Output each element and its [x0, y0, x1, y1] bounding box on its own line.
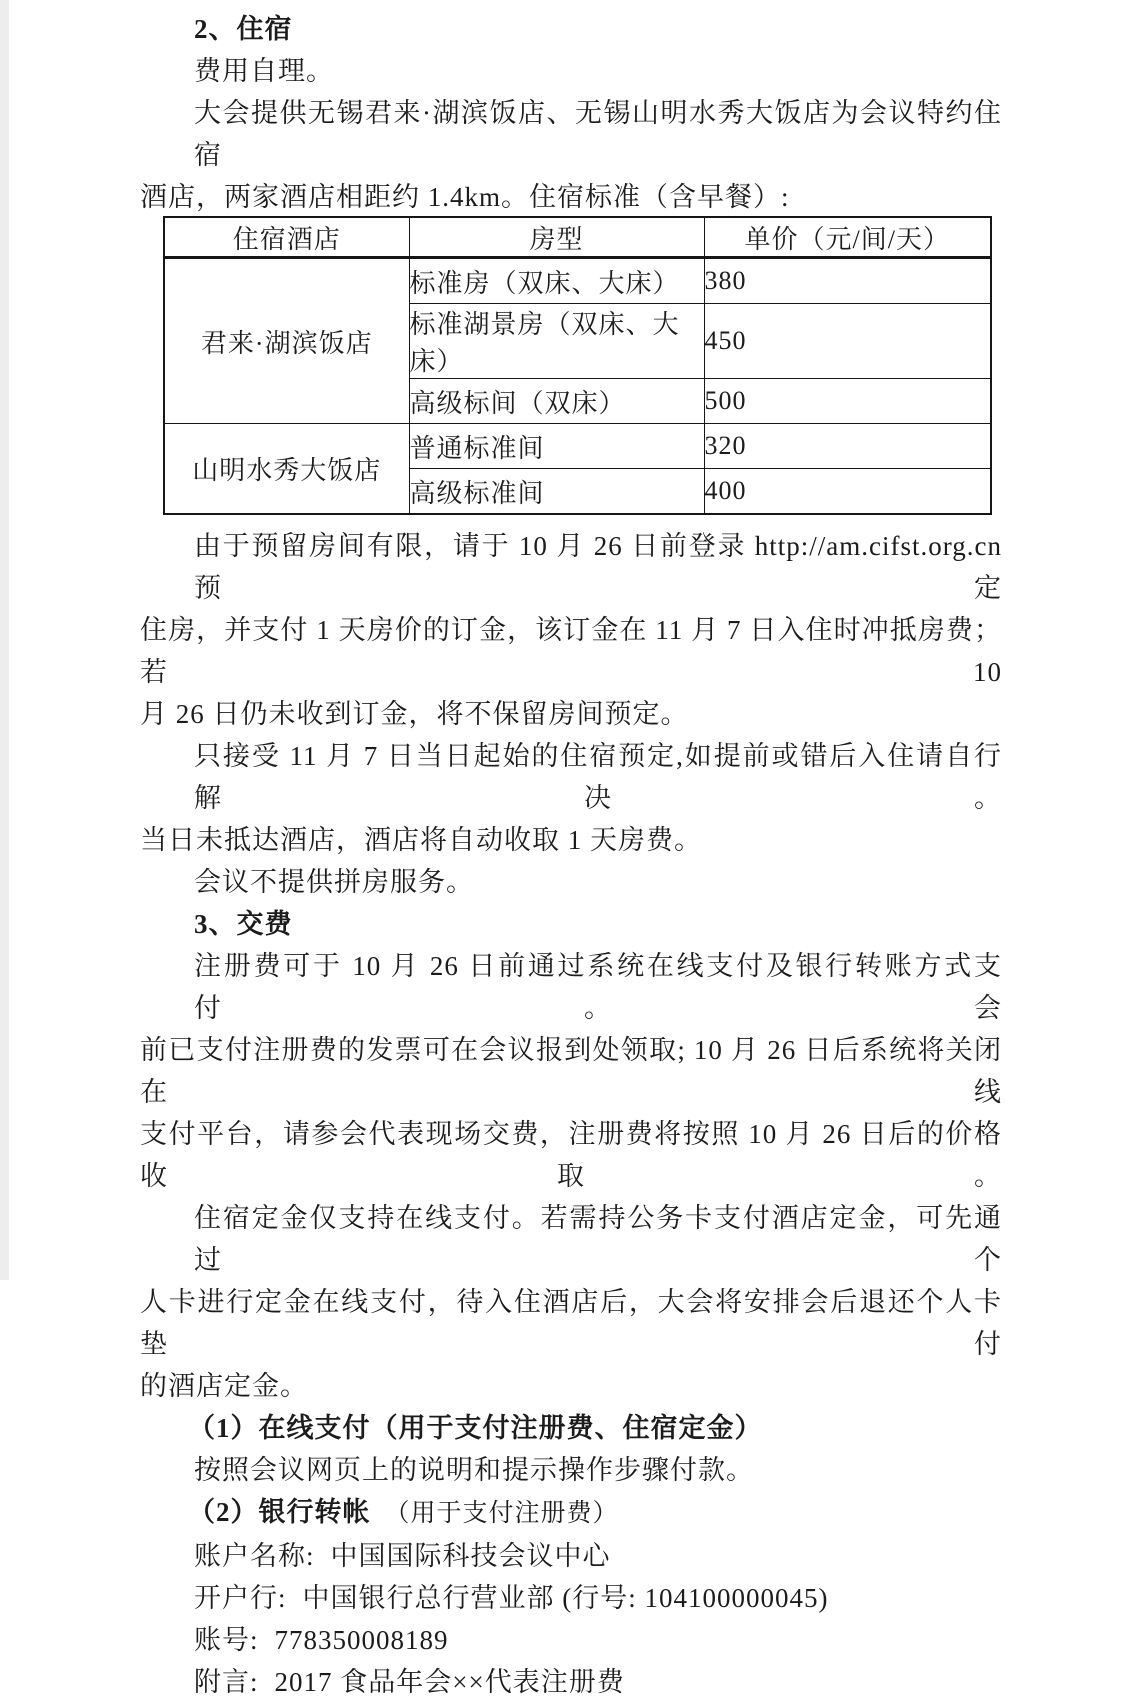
subheading-online-payment: （1）在线支付（用于支付注册费、住宿定金） — [188, 1413, 763, 1443]
account-name-value: 中国国际科技会议中心 — [330, 1541, 611, 1571]
bank-account-name-row — [140, 1535, 1002, 1577]
para-hotels-line2: 酒店，两家酒店相距约 1.4km。住宿标准（含早餐）: — [140, 182, 790, 212]
room-price-cell: 400 — [704, 469, 991, 515]
account-name-label: 账户名称: — [194, 1541, 315, 1571]
room-type-cell: 高级标间（双床） — [409, 379, 704, 424]
room-type-cell: 普通标准间 — [409, 424, 704, 469]
hotel-price-table — [163, 216, 992, 515]
bank-memo-row — [140, 1661, 1002, 1703]
para-booking-line1: 由于预留房间有限，请于 10 月 26 日前登录 http://am.cifst.org.cn 预定 — [194, 531, 1002, 603]
subheading-bank-transfer — [140, 1491, 1002, 1535]
para-booking-line3: 月 26 日仍未收到订金，将不保留房间预定。 — [140, 699, 689, 729]
bank-branch-label: 开户行: — [194, 1583, 287, 1613]
account-number-value: 778350008189 — [274, 1625, 449, 1655]
hotel-name-junlai: 君来·湖滨饭店 — [164, 258, 409, 424]
room-type-cell: 标准湖景房（双床、大床） — [409, 304, 704, 379]
room-price-cell: 320 — [704, 424, 991, 469]
col-header-room-type: 房型 — [409, 217, 704, 258]
para-registration-line2: 前已支付注册费的发票可在会议报到处领取; 10 月 26 日后系统将关闭在线 — [140, 1035, 1002, 1107]
bank-branch-value: 中国银行总行营业部 (行号: 104100000045) — [302, 1583, 829, 1613]
bank-account-number-row — [140, 1619, 1002, 1661]
para-online-payment: 按照会议网页上的说明和提示操作步骤付款。 — [194, 1455, 754, 1485]
bank-transfer-note: （用于支付注册费） — [384, 1500, 619, 1527]
table-row — [164, 424, 991, 469]
document-content — [140, 8, 1002, 1703]
room-price-cell: 380 — [704, 258, 991, 304]
room-type-cell: 高级标准间 — [409, 469, 704, 515]
table-header-row — [164, 217, 991, 258]
memo-value: 2017 食品年会××代表注册费 — [274, 1667, 625, 1697]
scan-edge-artifact — [0, 0, 9, 1280]
para-hotels-line1: 大会提供无锡君来·湖滨饭店、无锡山明水秀大饭店为会议特约住宿 — [194, 98, 1002, 170]
section-heading-payment: 3、交费 — [194, 909, 293, 939]
room-price-cell: 500 — [704, 379, 991, 424]
para-self-pay: 费用自理。 — [194, 56, 334, 86]
memo-label: 附言: — [194, 1667, 259, 1697]
bank-transfer-title: （2）银行转帐 — [188, 1497, 371, 1527]
col-header-price: 单价（元/间/天） — [704, 217, 991, 258]
para-deposit-line3: 的酒店定金。 — [140, 1371, 308, 1401]
room-type-cell: 标准房（双床、大床） — [409, 258, 704, 304]
para-registration-line3: 支付平台，请参会代表现场交费，注册费将按照 10 月 26 日后的价格收取。 — [140, 1119, 1002, 1191]
room-price-cell: 450 — [704, 304, 991, 379]
para-deposit-line1: 住宿定金仅支持在线支付。若需持公务卡支付酒店定金，可先通过个 — [194, 1203, 1002, 1275]
section-heading-accommodation: 2、住宿 — [194, 14, 293, 44]
para-deposit-line2: 人卡进行定金在线支付，待入住酒店后，大会将安排会后退还个人卡垫付 — [140, 1287, 1002, 1359]
col-header-hotel: 住宿酒店 — [164, 217, 409, 258]
para-booking-line2: 住房，并支付 1 天房价的订金，该订金在 11 月 7 日入住时冲抵房费；若 10 — [140, 615, 1002, 687]
hotel-name-shanming: 山明水秀大饭店 — [164, 424, 409, 515]
para-checkin-line1: 只接受 11 月 7 日当日起始的住宿预定,如提前或错后入住请自行解决。 — [194, 741, 1002, 813]
account-number-label: 账号: — [194, 1625, 259, 1655]
para-checkin-line2: 当日未抵达酒店，酒店将自动收取 1 天房费。 — [140, 825, 702, 855]
table-row — [164, 258, 991, 304]
para-registration-line1: 注册费可于 10 月 26 日前通过系统在线支付及银行转账方式支付。会 — [194, 951, 1002, 1023]
bank-branch-row — [140, 1577, 1002, 1619]
para-no-room-sharing: 会议不提供拼房服务。 — [194, 867, 474, 897]
